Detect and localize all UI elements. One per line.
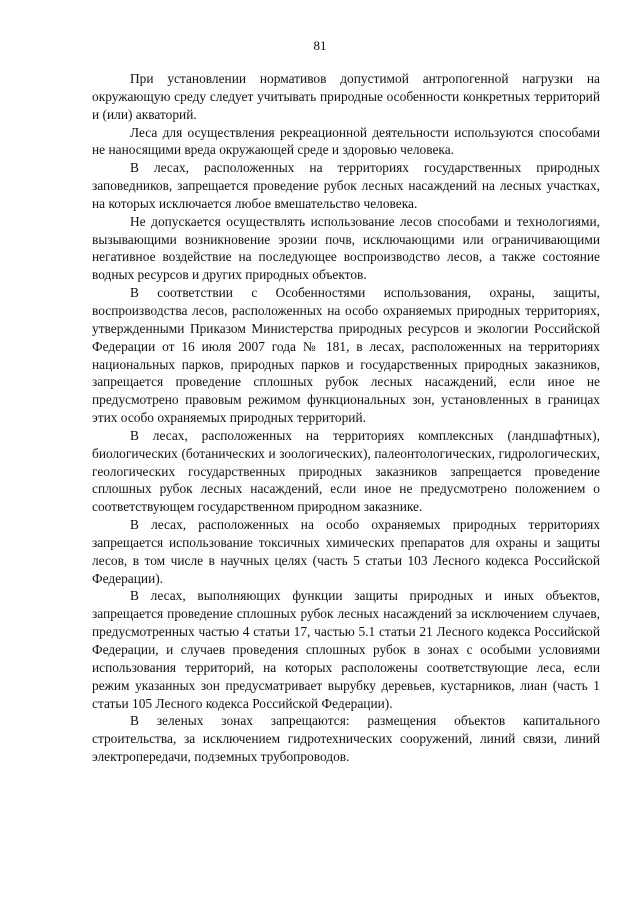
paragraph-complex-reserves: В лесах, расположенных на территориях комплексных (ландшафтных), биологических (ботанических и зоологических), палеонтологических, гидрологических, геологических государственных природных заказников запрещается проведение сплошных рубок лесных насаждений, если иное не предусмотрено положением о соответствующем государственном природном заказнике. — [92, 427, 600, 515]
paragraph-erosion: Не допускается осуществлять использование лесов способами и технологиями, вызывающими возникновение эрозии почв, исключающими или ограничивающими негативное воздействие на последующее воспроизводство лесов, а также состояние водных ресурсов и других природных объектов. — [92, 213, 600, 283]
paragraph-reserves: В лесах, расположенных на территориях государственных природных заповедников, запрещается проведение рубок лесных насаждений на лесных участках, на которых исключается любое вмешательство человека. — [92, 160, 600, 211]
paragraph-order-181: В соответствии с Особенностями использования, охраны, защиты, воспроизводства лесов, расположенных на особо охраняемых природных территориях, утвержденными Приказом Министерства природных ресурсов и экологии Российской Федерации от 16 июля 2007 года № 181, в лесах, расположенных на территориях национальных парков, природных парков и государственных природных заказников, запрещается проведение сплошных рубок лесных насаждений, если иное не предусмотрено правовым режимом функциональных зон, установленных в границах этих особо охраняемых природных территорий. — [92, 285, 600, 426]
paragraph-toxic-chemicals: В лесах, расположенных на особо охраняемых природных территориях запрещается использование токсичных химических препаратов для охраны и защиты лесов, в том числе в научных целях (часть 5 статьи 103 Лесного кодекса Российской Федерации). — [92, 517, 600, 586]
page-number: 81 — [313, 38, 327, 53]
paragraph-protective-forests: В лесах, выполняющих функции защиты природных и иных объектов, запрещается проведение сплошных рубок лесных насаждений за исключением случаев, предусмотренных частью 4 статьи 17, частью 5.1 статьи 21 Лесного кодекса Российской Федерации, и случаев проведения сплошных рубок в зонах с особыми условиями использования территорий, на которых расположены соответствующие леса, если режим указанных зон предусматривает вырубку деревьев, кустарников, лиан (часть 1 статьи 105 Лесного кодекса Российской Федерации). — [92, 588, 600, 711]
body-text — [92, 70, 600, 766]
paragraph-recreation: Леса для осуществления рекреационной деятельности используются способами не наносящими вреда окружающей среде и здоровью человека. — [92, 124, 600, 158]
paragraph-green-zones: В зеленых зонах запрещаются: размещения объектов капитального строительства, за исключением гидротехнических сооружений, линий связи, линий электропередачи, подземных трубопроводов. — [92, 713, 600, 765]
paragraph-load-norms: При установлении нормативов допустимой антропогенной нагрузки на окружающую среду следует учитывать природные особенности конкретных территорий и (или) акваторий. — [92, 71, 600, 122]
